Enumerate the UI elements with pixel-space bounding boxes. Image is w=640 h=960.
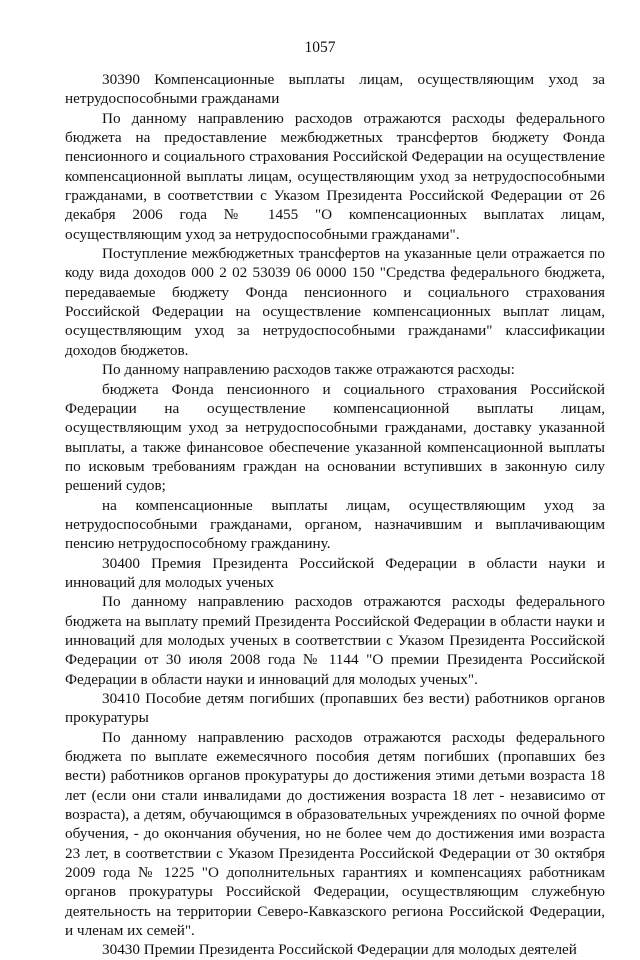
paragraph: По данному направлению расходов отражаются расходы федерального бюджета по выплате ежемесячного пособия детям погибших (пропавших без вести) работников органов прокуратуры до достижения этими детьми возраста 18 лет (если они стали инвалидами до достижения возраста 18 лет - независимо от возраста), а детям, обучающимся в образовательных учреждениях по очной форме обучения, - до окончания обучения, но не более чем до достижения ими возраста 23 лет, в соответствии с Указом Президента Российской Федерации от 30 октября 2009 года № 1225 "О дополнительных гарантиях и компенсациях работникам органов прокуратуры Российской Федерации, осуществляющим служебную деятельность на территории Северо-Кавказского региона Российской Федерации, и членам их семей". xyxy=(65,728,605,940)
page-number: 1057 xyxy=(304,39,336,56)
paragraph: бюджета Фонда пенсионного и социального страхования Российской Федерации на осуществление компенсационной выплаты лицам, осуществляющим уход за нетрудоспособными гражданами, доставку указанной выплаты, а также финансовое обеспечение указанной компенсационной выплаты по исковым требованиям граждан на основании вступивших в законную силу решений судов; xyxy=(65,380,605,495)
section-heading-30390: 30390 Компенсационные выплаты лицам, осуществляющим уход за нетрудоспособными гражданами xyxy=(65,71,605,108)
paragraph: По данному направлению расходов отражаются расходы федерального бюджета на предоставление межбюджетных трансфертов бюджету Фонда пенсионного и социального страхования Российской Федерации на осуществление компенсационной выплаты лицам, осуществляющим уход за нетрудоспособными гражданами, в соответствии с Указом Президента Российской Федерации от 26 декабря 2006 года № 1455 "О компенсационных выплатах лицам, осуществляющим уход за нетрудоспособными гражданами". xyxy=(65,109,605,243)
paragraph: на компенсационные выплаты лицам, осуществляющим уход за нетрудоспособными гражданами, органом, назначившим и выплачивающим пенсию нетрудоспособному гражданину. xyxy=(65,496,605,553)
section-heading-30400: 30400 Премия Президента Российской Федерации в области науки и инноваций для молодых ученых xyxy=(65,554,605,591)
document-body xyxy=(65,70,605,960)
paragraph: По данному направлению расходов также отражаются расходы: xyxy=(102,361,515,379)
paragraph: Поступление межбюджетных трансфертов на указанные цели отражается по коду вида доходов 000 2 02 53039 06 0000 150 "Средства федерального бюджета, передаваемые бюджету Фонда пенсионного и социального страхования Российской Федерации на осуществление компенсационных выплат лицам, осуществляющим уход за нетрудоспособными гражданами" классификации доходов бюджетов. xyxy=(65,245,605,359)
paragraph: По данному направлению расходов отражаются расходы федерального бюджета на выплату премий Президента Российской Федерации в области науки и инноваций для молодых ученых в соответствии с Указом Президента Российской Федерации от 30 июля 2008 года № 1144 "О премии Президента Российской Федерации в области науки и инноваций для молодых ученых". xyxy=(65,593,605,688)
section-heading-30430: 30430 Премии Президента Российской Федерации для молодых деятелей xyxy=(102,941,577,959)
section-heading-30410: 30410 Пособие детям погибших (пропавших без вести) работников органов прокуратуры xyxy=(65,690,605,727)
